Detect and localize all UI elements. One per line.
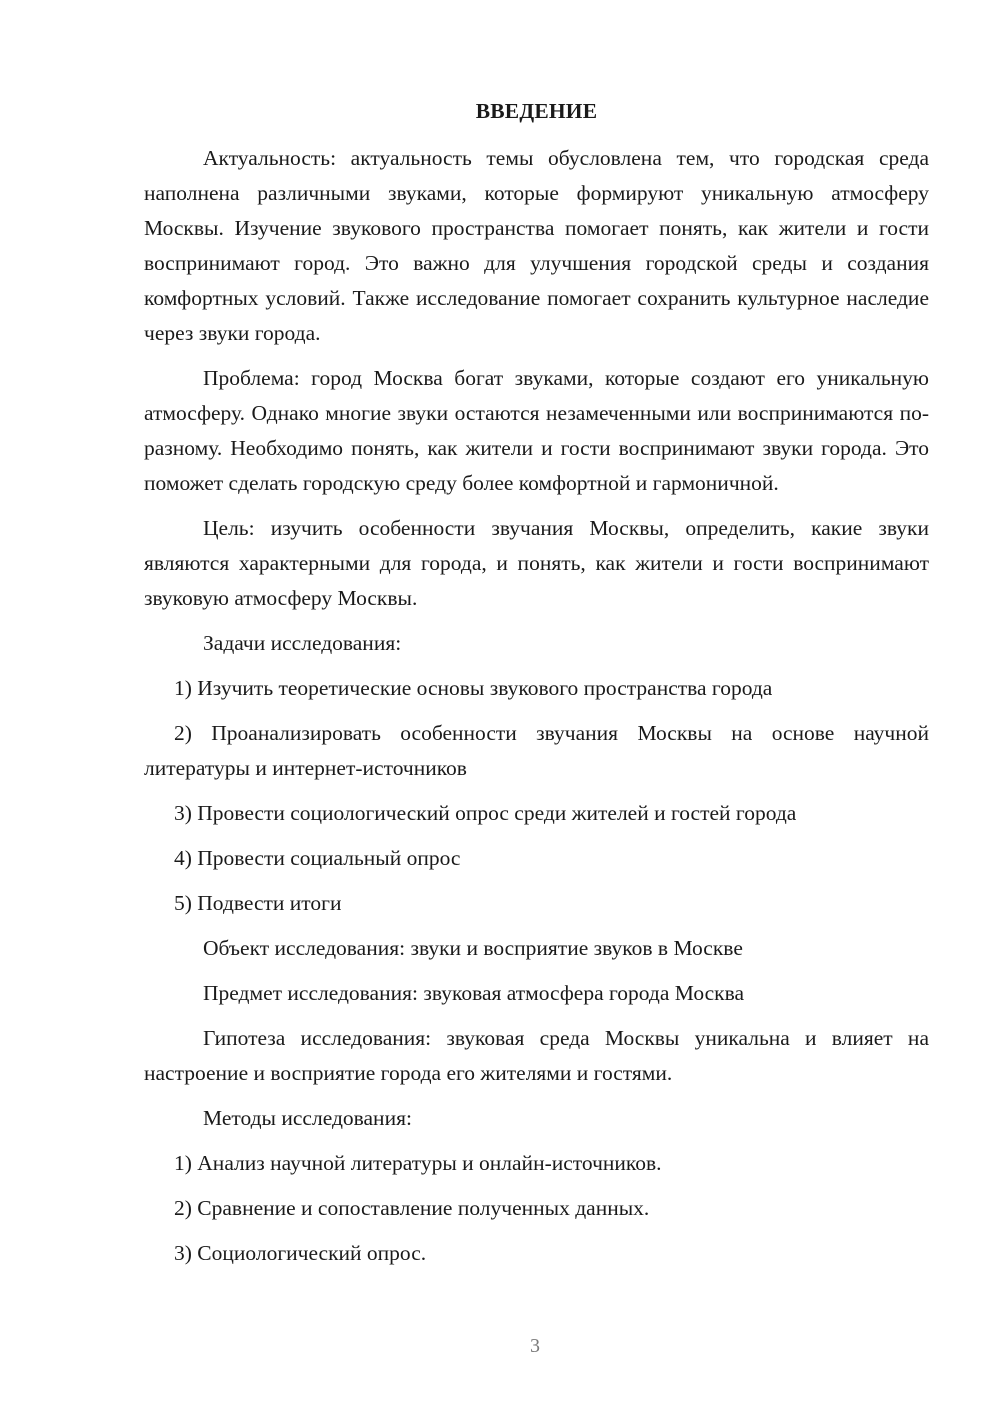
method-item: 1) Анализ научной литературы и онлайн-источников. [174,1151,662,1175]
task-item: 5) Подвести итоги [174,891,342,915]
relevance-paragraph: Актуальность: актуальность темы обусловлена тем, что городская среда наполнена различными звуками, которые формируют уникальную атмосферу Москвы. Изучение звукового пространства помогает понять, как жители и гости воспринимают город. Это важно для улучшения городской среды и создания комфортных условий. Также исследование помогает сохранить культурное наследие через звуки города. [144,146,929,345]
methods-label: Методы исследования: [203,1106,412,1130]
task-item: 3) Провести социологический опрос среди жителей и гостей города [174,801,797,825]
task-item: 2) Проанализировать особенности звучания Москвы на основе научной литературы и интернет-источников [144,721,929,780]
method-item: 2) Сравнение и сопоставление полученных данных. [174,1196,650,1220]
tasks-label: Задачи исследования: [203,631,402,655]
hypothesis-paragraph: Гипотеза исследования: звуковая среда Москвы уникальна и влияет на настроение и восприятие города его жителями и гостями. [144,1026,929,1085]
subject-line: Предмет исследования: звуковая атмосфера города Москва [203,981,745,1005]
tasks-list [144,671,929,921]
method-item: 3) Социологический опрос. [174,1241,427,1265]
problem-paragraph: Проблема: город Москва богат звуками, которые создают его уникальную атмосферу. Однако многие звуки остаются незамеченными или воспринимаются по-разному. Необходимо понять, как жители и гости воспринимают звуки города. Это поможет сделать городскую среду более комфортной и гармоничной. [144,366,929,495]
page-content [144,94,929,1281]
methods-list [144,1146,929,1271]
task-item: 1) Изучить теоретические основы звукового пространства города [174,676,773,700]
task-item: 4) Провести социальный опрос [174,846,461,870]
object-line: Объект исследования: звуки и восприятие звуков в Москве [203,936,743,960]
page-number: 3 [530,1335,540,1357]
goal-paragraph: Цель: изучить особенности звучания Москвы, определить, какие звуки являются характерными для города, и понять, как жители и гости воспринимают звуковую атмосферу Москвы. [144,516,929,610]
section-heading: ВВЕДЕНИЕ [475,99,598,123]
